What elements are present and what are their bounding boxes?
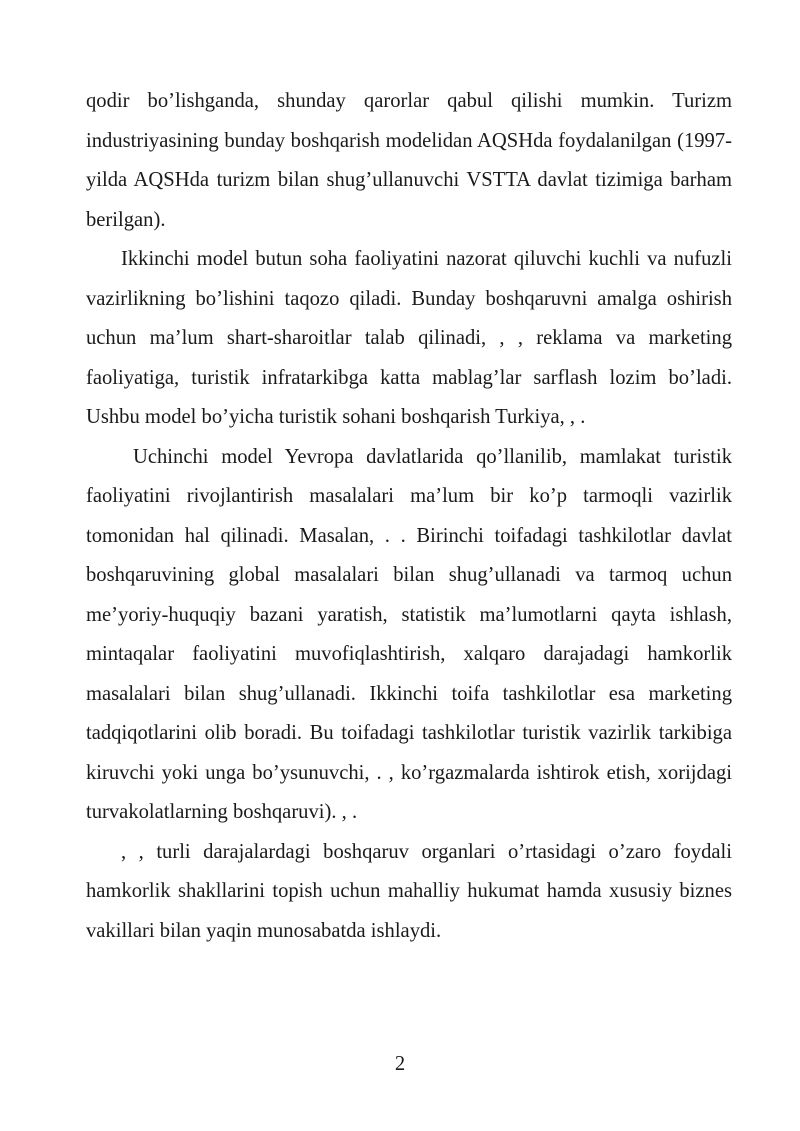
paragraph-4: , , turli darajalardagi boshqaruv organlari o’rtasidagi o’zaro foydali hamkorlik shakllarini topish uchun mahalliy hukumat hamda xususiy biznes vakillari bilan yaqin munosabatda ishlaydi. bbox=[86, 840, 732, 942]
document-page bbox=[86, 82, 732, 951]
paragraph-2: Ikkinchi model butun soha faoliyatini nazorat qiluvchi kuchli va nufuzli vazirlikning bo’lishini taqozo qiladi. Bunday boshqaruvni amalga oshirish uchun ma’lum shart-sharoitlar talab qilinadi, , , reklama va marketing faoliyatiga, turistik infratarkibga katta mablag’lar sarflash lozim bo’ladi. Ushbu model bo’yicha turistik sohani boshqarish Turkiya, , . bbox=[86, 248, 732, 428]
page-number: 2 bbox=[394, 1053, 406, 1075]
paragraph-1: qodir bo’lishganda, shunday qarorlar qabul qilishi mumkin. Turizm industriyasining bunday boshqarish modelidan AQSHda foydalanilgan (1997-yilda AQSHda turizm bilan shug’ullanuvchi VSTTA davlat tizimiga barham berilgan). bbox=[86, 90, 732, 231]
paragraph-3: Uchinchi model Yevropa davlatlarida qo’llanilib, mamlakat turistik faoliyatini rivojlantirish masalalari ma’lum bir ko’p tarmoqli vazirlik tomonidan hal qilinadi. Masalan, . . Birinchi toifadagi tashkilotlar davlat boshqaruvining global masalalari bilan shug’ullanadi va tarmoq uchun me’yoriy-huquqiy bazani yaratish, statistik ma’lumotlarni qayta ishlash, mintaqalar faoliyatini muvofiqlashtirish, xalqaro darajadagi hamkorlik masalalari bilan shug’ullanadi. Ikkinchi toifa tashkilotlar esa marketing tadqiqotlarini olib boradi. Bu toifadagi tashkilotlar turistik vazirlik tarkibiga kiruvchi yoki unga bo’ysunuvchi, . , ko’rgazmalarda ishtirok etish, xorijdagi turvakolatlarning boshqaruvi). , . bbox=[86, 445, 732, 823]
